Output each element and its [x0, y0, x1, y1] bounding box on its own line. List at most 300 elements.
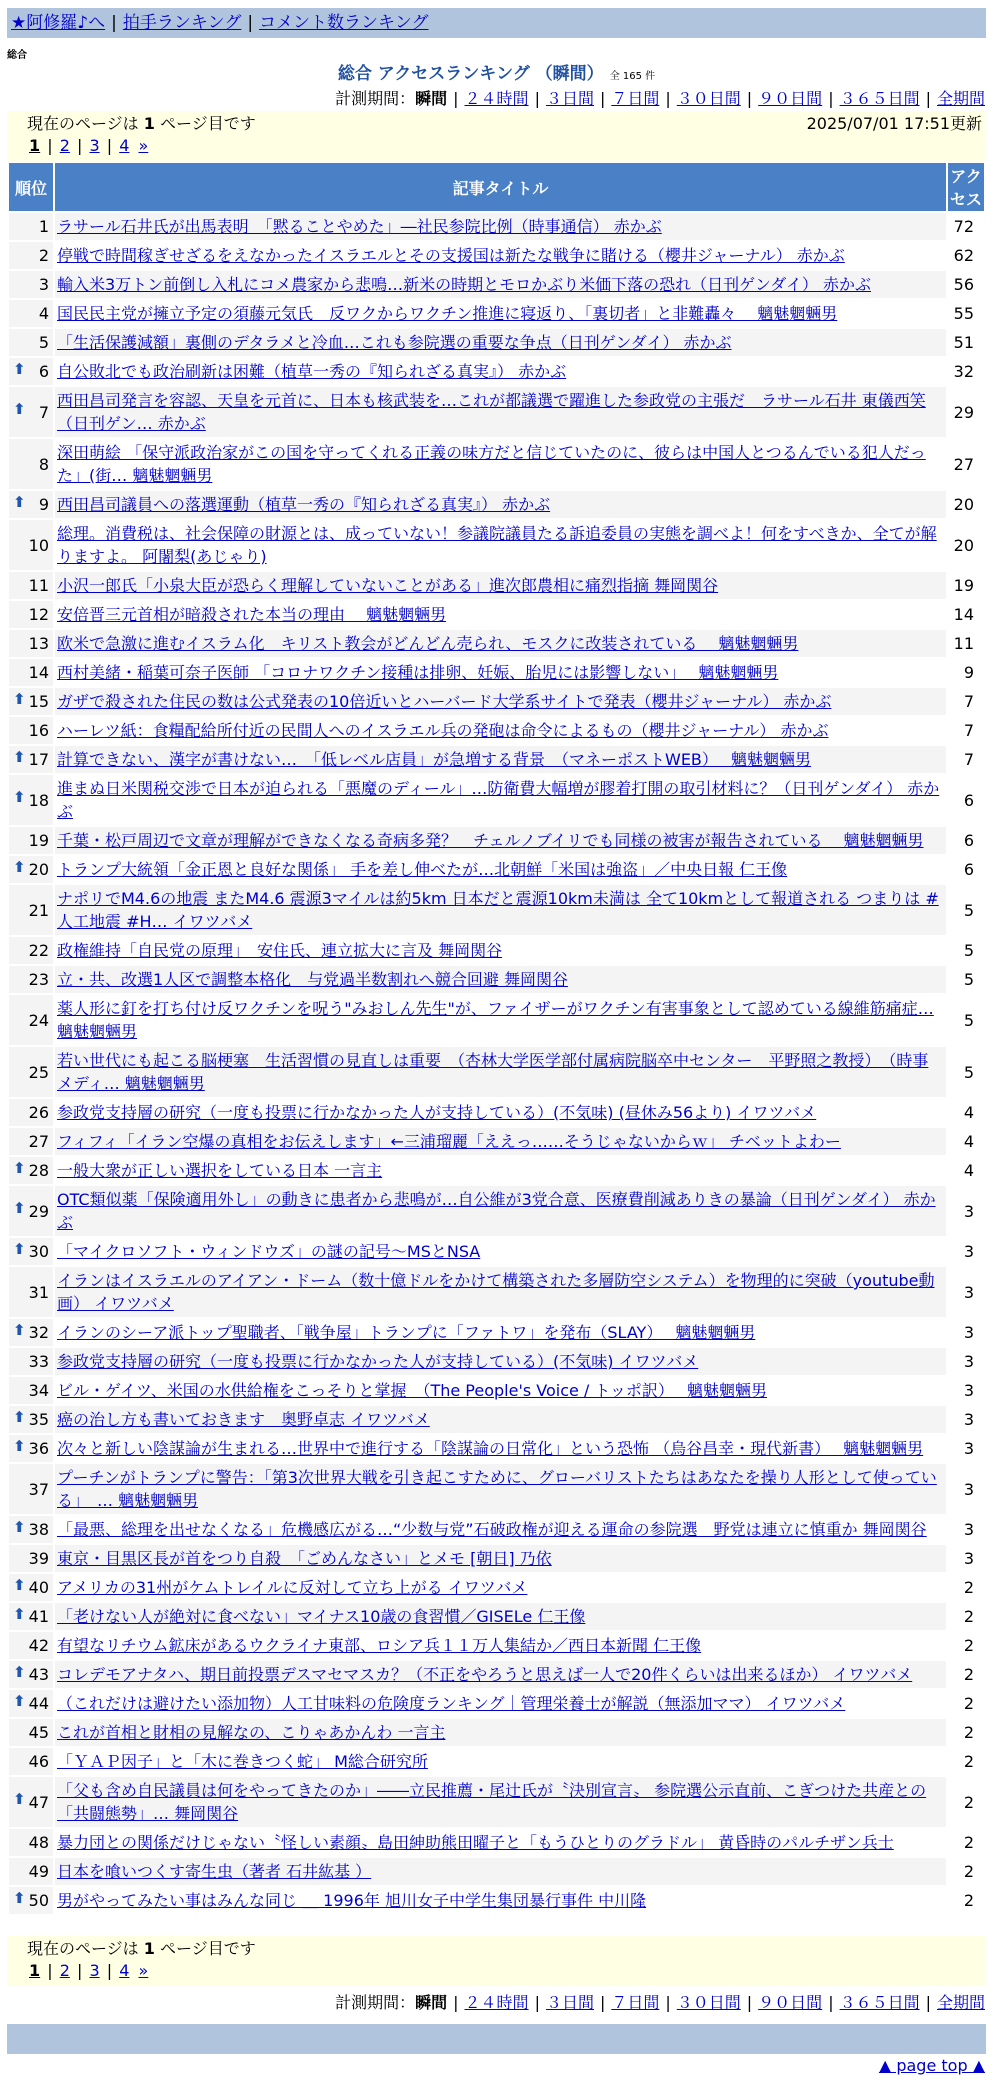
period-link-3d[interactable]: ３日間 [545, 89, 594, 108]
rank-cell [9, 572, 53, 599]
access-count: 4 [948, 1128, 984, 1155]
rank-number: 50 [28, 1891, 49, 1910]
page-link-3[interactable]: 3 [89, 136, 100, 155]
rank-cell [9, 1099, 53, 1126]
article-link[interactable]: OTC類似薬「保険適用外し」の動きに患者から悲鳴が…自公維が3党合意、医療費削減ありきの暴論（日刊ゲンダイ） 赤かぶ [57, 1190, 936, 1232]
title-cell [55, 746, 946, 773]
title-cell [55, 1267, 946, 1317]
article-link[interactable]: 輸入米3万トン前倒し入札にコメ農家から悲鳴…新米の時期とモロかぶり米価下落の恐れ（日刊ゲンダイ） 赤かぶ [57, 275, 871, 294]
article-link[interactable]: 男がやってみたい事はみんな同じ ＿ 1996年 旭川女子中学生集団暴行事件 中川隆 [57, 1891, 647, 1910]
up-arrow-icon: ⬆ [13, 359, 26, 378]
up-arrow-icon: ⬆ [13, 1158, 26, 1177]
period-link-3d[interactable]: ３日間 [545, 1993, 594, 2012]
rank-cell [9, 300, 53, 327]
article-link[interactable]: 西村美緒・稲葉可奈子医師 「コロナワクチン接種は排卵、妊娠、胎児には影響しない」 魑魅魍魎男 [57, 663, 779, 682]
title-cell [55, 213, 946, 240]
article-link[interactable]: ビル・ゲイツ、米国の水供給権をこっそりと掌握 （The People's Voice / トッポ訳） 魑魅魍魎男 [57, 1381, 768, 1400]
rank-number: 8 [38, 454, 49, 474]
table-row [9, 746, 984, 773]
current-page-text: 現在のページは 1 ページ目です [27, 114, 256, 133]
table-row [9, 1661, 984, 1688]
header-rank: 順位 [9, 163, 53, 211]
rank-cell [9, 491, 53, 518]
period-link-7d[interactable]: ７日間 [611, 1993, 660, 2012]
article-link[interactable]: 自公敗北でも政治刷新は困難（植草一秀の『知られざる真実』） 赤かぶ [57, 362, 567, 381]
title-cell [55, 329, 946, 356]
table-row [9, 1545, 984, 1572]
page-title-text: 総合 アクセスランキング （瞬間） [337, 64, 604, 84]
table-row [9, 995, 984, 1045]
access-count: 2 [948, 1748, 984, 1775]
title-cell [55, 439, 946, 489]
rank-cell [9, 1661, 53, 1688]
table-row [9, 1238, 984, 1265]
rank-number: 22 [28, 941, 49, 960]
table-row [9, 1186, 984, 1236]
access-count: 5 [948, 885, 984, 935]
rank-cell [9, 659, 53, 686]
up-arrow-icon: ⬆ [13, 1662, 26, 1681]
rank-cell [9, 1574, 53, 1601]
table-row [9, 966, 984, 993]
article-link[interactable]: イランはイスラエルのアイアン・ドーム（数十億ドルをかけて構築された多層防空システム）を物理的に突破（youtube動画） イワツバメ [57, 1271, 935, 1313]
access-count: 5 [948, 937, 984, 964]
article-link[interactable]: 停戦で時間稼ぎせざるをえなかったイスラエルとその支援国は新たな戦争に賭ける（櫻井ジャーナル） 赤かぶ [57, 246, 845, 265]
up-arrow-icon: ⬆ [13, 689, 26, 708]
footer-bar [7, 2024, 986, 2054]
title-cell [55, 1829, 946, 1856]
article-link[interactable]: 「ＹＡＰ因子」と「木に巻きつく蛇」 M総合研究所 [57, 1752, 428, 1771]
up-arrow-icon: ⬆ [13, 400, 26, 419]
title-cell [55, 717, 946, 744]
title-cell [55, 659, 946, 686]
title-cell [55, 1047, 946, 1097]
rank-number: 36 [28, 1439, 49, 1458]
rank-number: 34 [28, 1381, 49, 1400]
access-count: 4 [948, 1157, 984, 1184]
current-page-text: 現在のページは 1 ページ目です [27, 1939, 256, 1958]
access-count: 7 [948, 746, 984, 773]
article-link[interactable]: コレデモアナタハ、期日前投票デスマセマスカ？（不正をやろうと思えば一人で20件くらいは出来るほか） イワツバメ [57, 1665, 913, 1684]
article-link[interactable]: 国民民主党が擁立予定の須藤元気氏 反ワクからワクチン推進に寝返り、「裏切者」と非難轟々 魑魅魍魎男 [57, 304, 838, 323]
rank-number: 48 [28, 1833, 49, 1852]
access-count: 56 [948, 271, 984, 298]
header-title: 記事タイトル [55, 163, 946, 211]
access-count: 3 [948, 1319, 984, 1346]
rank-cell [9, 213, 53, 240]
title-cell [55, 937, 946, 964]
title-cell [55, 300, 946, 327]
access-count: 3 [948, 1435, 984, 1462]
rank-number: 5 [38, 333, 49, 352]
article-link[interactable]: 千葉・松戸周辺で文章が理解ができなくなる奇病多発？ チェルノブイリでも同様の被害が報告されている 魑魅魍魎男 [57, 831, 924, 850]
article-link[interactable]: 西田昌司議員への落選運動（植草一秀の『知られざる真実』） 赤かぶ [57, 495, 551, 514]
table-row [9, 1157, 984, 1184]
rank-cell [9, 1406, 53, 1433]
access-count: 55 [948, 300, 984, 327]
period-link-365d[interactable]: ３６５日間 [839, 1993, 920, 2012]
rank-cell [9, 717, 53, 744]
access-count: 3 [948, 1238, 984, 1265]
rank-cell [9, 242, 53, 269]
table-row [9, 1829, 984, 1856]
table-row [9, 937, 984, 964]
rank-number: 21 [28, 900, 49, 920]
table-row [9, 1690, 984, 1717]
article-link[interactable]: 薬人形に釘を打ち付け反ワクチンを呪う"みおしん先生"が、ファイザーがワクチン有害事象として認めている線維筋痛症… 魑魅魍魎男 [57, 999, 934, 1041]
title-cell [55, 1128, 946, 1155]
table-row [9, 387, 984, 437]
title-cell [55, 572, 946, 599]
top-nav-bar [7, 8, 986, 38]
article-link[interactable]: イランのシーア派トップ聖職者、「戦争屋」トランプに「ファトワ」を発布（SLAY） 魑魅魍魎男 [57, 1323, 756, 1342]
rank-number: 44 [28, 1694, 49, 1713]
table-row [9, 601, 984, 628]
access-count: 2 [948, 1661, 984, 1688]
rank-number: 9 [38, 495, 49, 514]
article-link[interactable]: 深田萌絵 「保守派政治家がこの国を守ってくれる正義の味方だと信じていたのに、彼らは中国人とつるんでいる犯人だった」(街… 魑魅魍魎男 [57, 443, 926, 485]
rank-number: 32 [28, 1323, 49, 1342]
title-cell [55, 630, 946, 657]
rank-cell [9, 1719, 53, 1746]
article-link[interactable]: 西田昌司発言を容認、天皇を元首に、日本も核武装を…これが都議選で躍進した参政党の主張だ ラサール石井 東儀西笑（日刊ゲン… 赤かぶ [57, 391, 926, 433]
rank-number: 1 [38, 217, 49, 236]
table-row [9, 1319, 984, 1346]
article-link[interactable]: 一般大衆が正しい選択をしている日本 一言主 [57, 1161, 383, 1180]
table-row [9, 1435, 984, 1462]
breadcrumb: 総合 [7, 50, 27, 61]
title-cell [55, 1858, 946, 1885]
access-count: 5 [948, 966, 984, 993]
table-row [9, 827, 984, 854]
access-count: 6 [948, 856, 984, 883]
rank-number: 38 [28, 1520, 49, 1539]
article-link[interactable]: プーチンがトランプに警告：「第3次世界大戦を引き起こすために、グローバリストたちはあなたを操り人形として使っている」 … 魑魅魍魎男 [57, 1468, 937, 1510]
period-current: 瞬間 [415, 1993, 448, 2012]
pager-top [7, 111, 986, 161]
page-link-4[interactable]: 4 [119, 1961, 130, 1980]
table-row [9, 491, 984, 518]
article-link[interactable]: 欧米で急激に進むイスラム化 キリスト教会がどんどん売られ、モスクに改装されている 魑魅魍魎男 [57, 634, 799, 653]
nav-clap-ranking-link[interactable]: 拍手ランキング [122, 13, 242, 33]
up-arrow-icon: ⬆ [13, 788, 26, 807]
article-link[interactable]: 参政党支持層の研究（一度も投票に行かなかった人が支持している）(不気味) (昼休み56より) イワツバメ [57, 1103, 817, 1122]
rank-cell [9, 1858, 53, 1885]
article-link[interactable]: ナポリでM4.6の地震 またM4.6 震源3マイルは約5km 日本だと震源10km未満は 全て10kmとして報道される つまりは #人工地震 #H… イワツバメ [57, 889, 939, 931]
rank-cell [9, 1186, 53, 1236]
rank-number: 31 [28, 1282, 49, 1302]
rank-number: 16 [28, 721, 49, 740]
rank-cell [9, 358, 53, 385]
rank-number: 35 [28, 1410, 49, 1429]
period-selector-top: 計測期間：瞬間 | ２４時間 | ３日間 | ７日間 | ３０日間 | ９０日間 | ３６５日間 | 全期間 [335, 89, 985, 108]
table-row [9, 1632, 984, 1659]
rank-number: 37 [28, 1479, 49, 1499]
table-row [9, 271, 984, 298]
table-row [9, 572, 984, 599]
article-link[interactable]: 立・共、改選1人区で調整本格化 与党過半数割れへ競合回避 舞岡関谷 [57, 970, 568, 989]
article-link[interactable]: 若い世代にも起こる脳梗塞 生活習慣の見直しは重要 （杏林大学医学部付属病院脳卒中センター 平野照之教授） （時事メディ… 魑魅魍魎男 [57, 1051, 929, 1093]
nav-separator: | [111, 13, 117, 33]
page-link-2[interactable]: 2 [59, 136, 70, 155]
rank-cell [9, 827, 53, 854]
up-arrow-icon: ⬆ [13, 1575, 26, 1594]
access-count: 72 [948, 213, 984, 240]
rank-cell [9, 439, 53, 489]
period-link-24h[interactable]: ２４時間 [464, 89, 529, 108]
pagination: 1 | 2 | 3 | 4 » [29, 1961, 149, 1980]
article-link[interactable]: フィフィ「イラン空爆の真相をお伝えします」←三浦瑠麗「ええっ……そうじゃないからｗ」 チベットよわー [57, 1132, 841, 1151]
nav-separator: | [247, 13, 254, 33]
article-link[interactable]: 総理。消費税は、社会保障の財源とは、成っていない！参議院議員たる訴追委員の実態を調べよ！何をすべきか、全てが解りますよ。 阿闍梨(あじゃり) [57, 524, 937, 566]
title-cell [55, 520, 946, 570]
rank-cell [9, 630, 53, 657]
page-link-3[interactable]: 3 [89, 1961, 100, 1980]
up-arrow-icon: ⬆ [13, 492, 26, 511]
period-label: 計測期間： [335, 1993, 416, 2012]
period-link-365d[interactable]: ３６５日間 [839, 89, 920, 108]
pager-bottom [7, 1936, 986, 1986]
rank-cell [9, 746, 53, 773]
article-link[interactable]: 東京・目黒区長が首をつり自殺 「ごめんなさい」とメモ [朝日] 乃依 [57, 1549, 552, 1568]
access-count: 3 [948, 1464, 984, 1514]
ranking-table [7, 161, 986, 1916]
title-cell [55, 1748, 946, 1775]
up-arrow-icon: ⬆ [13, 747, 26, 766]
rank-cell [9, 1377, 53, 1404]
access-count: 3 [948, 1377, 984, 1404]
rank-number: 28 [28, 1161, 49, 1180]
table-row [9, 300, 984, 327]
rank-number: 13 [28, 634, 49, 653]
access-count: 19 [948, 572, 984, 599]
table-row [9, 775, 984, 825]
article-link[interactable]: ラサール石井氏が出馬表明 「黙ることやめた」―社民参院比例（時事通信） 赤かぶ [57, 217, 662, 236]
table-row [9, 1777, 984, 1827]
rank-cell [9, 1829, 53, 1856]
rank-cell [9, 1128, 53, 1155]
page-next-link[interactable]: » [138, 1961, 149, 1980]
rank-number: 2 [38, 246, 49, 265]
title-cell [55, 1406, 946, 1433]
access-count: 2 [948, 1829, 984, 1856]
article-link[interactable]: 「生活保護減額」裏側のデタラメと冷血…これも参院選の重要な争点（日刊ゲンダイ） 赤かぶ [57, 333, 732, 352]
article-link[interactable]: （これだけは避けたい添加物）人工甘味料の危険度ランキング｜管理栄養士が解説（無添加ママ） イワツバメ [57, 1694, 846, 1713]
table-row [9, 1603, 984, 1630]
rank-cell [9, 775, 53, 825]
title-cell [55, 387, 946, 437]
rank-cell [9, 329, 53, 356]
rank-cell [9, 995, 53, 1045]
title-cell [55, 1238, 946, 1265]
page-link-1[interactable]: 1 [29, 1961, 41, 1980]
rank-cell [9, 856, 53, 883]
page-title [0, 59, 993, 84]
rank-number: 10 [28, 535, 49, 555]
up-arrow-icon: ⬆ [13, 1517, 26, 1536]
rank-cell [9, 1348, 53, 1375]
title-cell [55, 491, 946, 518]
page-link-4[interactable]: 4 [119, 136, 130, 155]
table-row [9, 1748, 984, 1775]
table-row [9, 1267, 984, 1317]
access-count: 29 [948, 387, 984, 437]
total-count: 全 165 件 [609, 71, 656, 82]
access-count: 5 [948, 995, 984, 1045]
rank-cell [9, 1157, 53, 1184]
article-link[interactable]: ガザで殺された住民の数は公式発表の10倍近いとハーバード大学系サイトで発表（櫻井ジャーナル） 赤かぶ [57, 692, 832, 711]
title-cell [55, 242, 946, 269]
article-link[interactable]: トランプ大統領「金正恩と良好な関係」 手を差し伸べたが…北朝鮮「米国は強盗」／中央日報 仁王像 [57, 860, 788, 879]
article-link[interactable]: 「父も含め自民議員は何をやってきたのか」――立民推薦・尾辻氏が〝決別宣言〟 参院選公示直前、こぎつけた共産との「共闘態勢」… 舞岡関谷 [57, 1781, 927, 1823]
article-link[interactable]: 進まぬ日米関税交渉で日本が迫られる「悪魔のディール」…防衛費大幅増が膠着打開の取引材料に？（日刊ゲンダイ） 赤かぶ [57, 779, 940, 821]
article-link[interactable]: 小沢一郎氏「小泉大臣が恐らく理解していないことがある」進次郎農相に痛烈指摘 舞岡関谷 [57, 576, 719, 595]
page-top-link[interactable]: ▲ page top ▲ [878, 2056, 985, 2075]
access-count: 3 [948, 1406, 984, 1433]
nav-comment-ranking-link[interactable]: コメント数ランキング [259, 13, 429, 33]
period-link-30d[interactable]: ３０日間 [676, 1993, 741, 2012]
article-link[interactable]: 癌の治し方も書いておきます 奥野卓志 イワツバメ [57, 1410, 430, 1429]
access-count: 20 [948, 491, 984, 518]
period-link-24h[interactable]: ２４時間 [464, 1993, 529, 2012]
rank-number: 18 [28, 790, 49, 810]
rank-cell [9, 1516, 53, 1543]
article-link[interactable]: 「老けない人が絶対に食べない」マイナス10歳の食習慣／GISELe 仁王像 [57, 1607, 586, 1626]
article-link[interactable]: 暴力団との関係だけじゃない〝怪しい素顔〟島田紳助熊田曜子と「もうひとりのグラドル」 黄昏時のパルチザン兵士 [57, 1833, 894, 1852]
title-cell [55, 1632, 946, 1659]
period-link-all[interactable]: 全期間 [936, 1993, 985, 2012]
rank-number: 43 [28, 1665, 49, 1684]
up-arrow-icon: ⬆ [13, 1691, 26, 1710]
updated-timestamp: 2025/07/01 17:51更新 [806, 114, 982, 133]
table-row [9, 659, 984, 686]
title-cell [55, 1690, 946, 1717]
title-cell [55, 1516, 946, 1543]
rank-number: 3 [38, 275, 49, 294]
title-cell [55, 601, 946, 628]
rank-cell [9, 1690, 53, 1717]
article-link[interactable]: 計算できない、漢字が書けない… 「低レベル店員」が急増する背景 （マネーポストWEB） 魑魅魍魎男 [57, 750, 811, 769]
access-count: 2 [948, 1777, 984, 1827]
access-count: 14 [948, 601, 984, 628]
page-next-link[interactable]: » [138, 136, 149, 155]
rank-number: 15 [28, 692, 49, 711]
period-label: 計測期間： [335, 89, 416, 108]
up-arrow-icon: ⬆ [13, 1888, 26, 1907]
access-count: 11 [948, 630, 984, 657]
title-cell [55, 271, 946, 298]
table-row [9, 1887, 984, 1914]
article-link[interactable]: これが首相と財相の見解なの、こりゃあかんわ 一言主 [57, 1723, 446, 1742]
table-row [9, 329, 984, 356]
rank-number: 33 [28, 1352, 49, 1371]
access-count: 9 [948, 659, 984, 686]
article-link[interactable]: 「最悪、総理を出せなくなる」危機感広がる…“少数与党”石破政権が迎える運命の参院選 野党は連立に慎重か 舞岡関谷 [57, 1520, 927, 1539]
title-cell [55, 1545, 946, 1572]
page-link-2[interactable]: 2 [59, 1961, 70, 1980]
rank-number: 7 [38, 402, 49, 422]
rank-cell [9, 1632, 53, 1659]
access-count: 3 [948, 1348, 984, 1375]
rank-cell [9, 966, 53, 993]
article-link[interactable]: 「マイクロソフト・ウィンドウズ」の謎の記号〜MSとNSA [57, 1242, 481, 1261]
rank-number: 45 [28, 1723, 49, 1742]
access-count: 2 [948, 1719, 984, 1746]
article-link[interactable]: 安倍晋三元首相が暗殺された本当の理由 魑魅魍魎男 [57, 605, 447, 624]
table-row [9, 1047, 984, 1097]
article-link[interactable]: 日本を喰いつくす寄生虫（著者 石井紘基 ） [57, 1862, 372, 1881]
nav-home-link[interactable]: ★阿修羅♪へ [11, 13, 106, 33]
table-row [9, 856, 984, 883]
article-link[interactable]: ハーレツ紙：食糧配給所付近の民間人へのイスラエル兵の発砲は命令によるもの（櫻井ジャーナル） 赤かぶ [57, 721, 829, 740]
period-link-90d[interactable]: ９０日間 [758, 89, 823, 108]
period-link-30d[interactable]: ３０日間 [676, 89, 741, 108]
article-link[interactable]: 政権維持「自民党の原理」 安住氏、連立拡大に言及 舞岡関谷 [57, 941, 503, 960]
up-arrow-icon: ⬆ [13, 857, 26, 876]
table-row [9, 1406, 984, 1433]
rank-cell [9, 885, 53, 935]
access-count: 7 [948, 717, 984, 744]
access-count: 2 [948, 1858, 984, 1885]
rank-number: 24 [28, 1010, 49, 1030]
period-link-7d[interactable]: ７日間 [611, 89, 660, 108]
rank-number: 29 [28, 1201, 49, 1221]
period-link-all[interactable]: 全期間 [936, 89, 985, 108]
title-cell [55, 1319, 946, 1346]
rank-cell [9, 1238, 53, 1265]
access-count: 2 [948, 1632, 984, 1659]
table-row [9, 717, 984, 744]
rank-number: 27 [28, 1132, 49, 1151]
rank-number: 42 [28, 1636, 49, 1655]
up-arrow-icon: ⬆ [13, 1790, 26, 1809]
rank-number: 41 [28, 1607, 49, 1626]
rank-number: 19 [28, 831, 49, 850]
access-count: 7 [948, 688, 984, 715]
period-link-90d[interactable]: ９０日間 [758, 1993, 823, 2012]
access-count: 3 [948, 1545, 984, 1572]
article-link[interactable]: 参政党支持層の研究（一度も投票に行かなかった人が支持している）(不気味) イワツバメ [57, 1352, 699, 1371]
up-arrow-icon: ⬆ [13, 1407, 26, 1426]
table-header-row [9, 163, 984, 211]
rank-number: 47 [28, 1792, 49, 1812]
up-arrow-icon: ⬆ [13, 1320, 26, 1339]
rank-cell [9, 1047, 53, 1097]
rank-cell [9, 1267, 53, 1317]
title-cell [55, 1186, 946, 1236]
title-cell [55, 966, 946, 993]
access-count: 2 [948, 1603, 984, 1630]
article-link[interactable]: アメリカの31州がケムトレイルに反対して立ち上がる イワツバメ [57, 1578, 528, 1597]
rank-number: 6 [38, 362, 49, 381]
rank-number: 11 [28, 576, 49, 595]
rank-cell [9, 1887, 53, 1914]
title-cell [55, 358, 946, 385]
access-count: 2 [948, 1690, 984, 1717]
access-count: 6 [948, 827, 984, 854]
page-link-1[interactable]: 1 [29, 136, 41, 155]
title-cell [55, 1719, 946, 1746]
article-link[interactable]: 次々と新しい陰謀論が生まれる…世界中で進行する「陰謀論の日常化」という恐怖 （烏谷昌幸・現代新書） 魑魅魍魎男 [57, 1439, 924, 1458]
table-row [9, 213, 984, 240]
up-arrow-icon: ⬆ [13, 1239, 26, 1258]
rank-cell [9, 1748, 53, 1775]
title-cell [55, 885, 946, 935]
article-link[interactable]: 有望なリチウム鉱床があるウクライナ東部、ロシア兵１１万人集結か／西日本新聞 仁王像 [57, 1636, 702, 1655]
rank-cell [9, 1777, 53, 1827]
title-cell [55, 1777, 946, 1827]
rank-number: 39 [28, 1549, 49, 1568]
